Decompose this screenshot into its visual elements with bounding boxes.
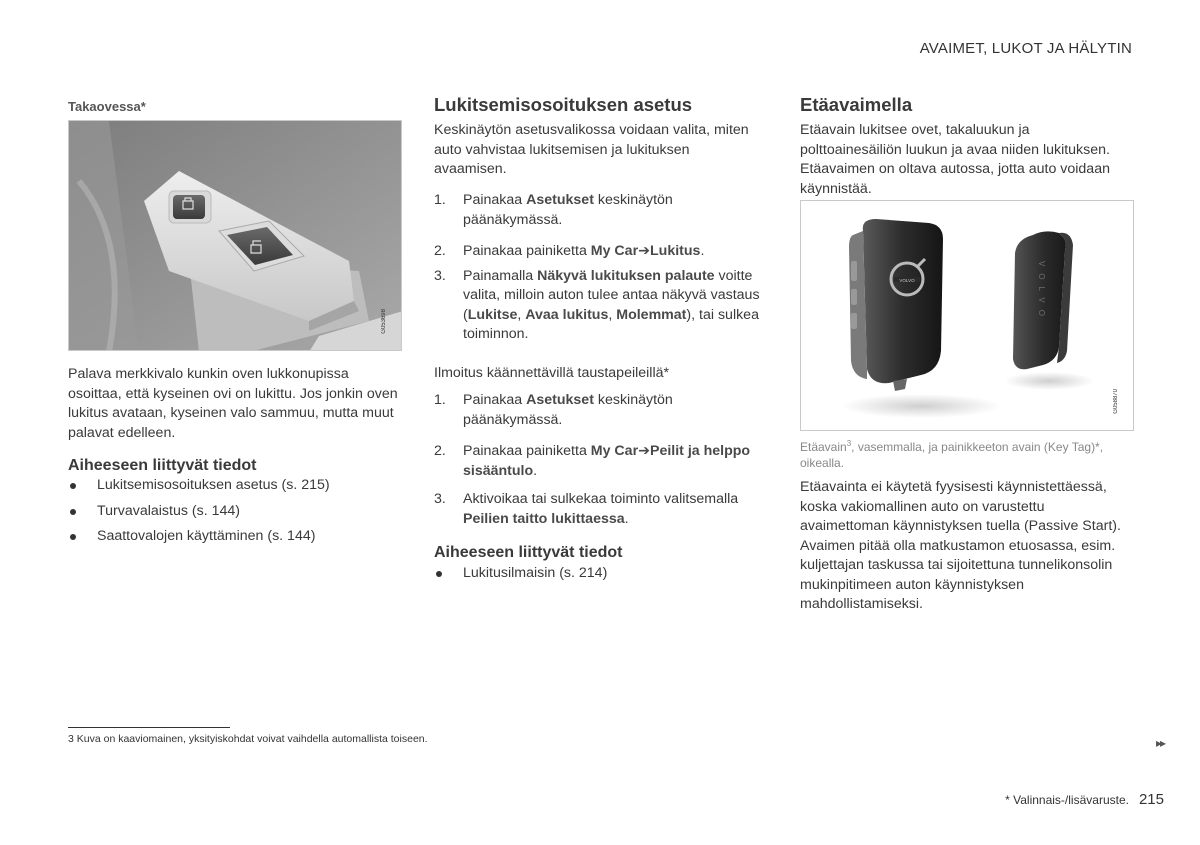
related-link[interactable]: Turvavalaistus (s. 144)	[68, 502, 402, 522]
caption-text: , vasemmalla, ja painikkeeton avain (Key Tag)*, oikealla.	[800, 440, 1104, 470]
step-text: ,	[608, 306, 617, 323]
menu-term: Lukitus	[649, 243, 701, 259]
step-text: .	[700, 243, 705, 259]
related-link[interactable]: Lukitusilmaisin (s. 214)	[434, 564, 764, 584]
arrow-icon: ➔	[638, 243, 650, 259]
step-text: Painakaa	[463, 192, 527, 208]
related-list	[68, 476, 402, 553]
step-number: 3.	[434, 267, 446, 284]
step-text: Painamalla	[463, 267, 538, 284]
option-term: Molemmat	[616, 306, 687, 323]
caption-text: Etäavain	[800, 440, 847, 454]
footnote-divider	[68, 727, 230, 728]
related-link[interactable]: Saattovalojen käyttäminen (s. 144)	[68, 527, 402, 547]
menu-term: Asetukset	[526, 392, 594, 408]
page-number: 215	[1138, 791, 1164, 808]
step-text: keskinäytön päänäkymässä.	[463, 392, 673, 428]
step-text: ,	[517, 306, 526, 323]
step-text: Painakaa painiketta	[463, 443, 591, 459]
door-lock-image	[68, 120, 402, 351]
passive-start-paragraph: Etäavainta ei käytetä fyysisesti käynnistettäessä, koska vakiomallinen auto on varustettu avaimettoman käynnistyksen tuella (Passive Start). Avaimen pitää olla matkustamon etuosassa, esim. kuljettajan taskussa tai sijoitettuna tunnelikonsolin mukinpitimeen auton käynnistyksen mahdollistamiseksi.	[800, 479, 1121, 612]
option-term: Lukitse	[467, 306, 518, 323]
step	[434, 391, 764, 430]
intro-paragraph: Keskinäytön asetusvalikossa voidaan valita, miten auto vahvistaa lukitsemisen ja lukituksen avaamisen.	[434, 122, 749, 177]
section-heading: Lukitsemisosoituksen asetus	[434, 94, 693, 115]
steps-list	[434, 191, 764, 345]
footnote-number: 3	[68, 733, 74, 745]
subheading-rear-door: Takaovessa*	[68, 99, 146, 114]
option-term: Avaa lukitus	[525, 306, 609, 323]
related-heading: Aiheeseen liittyvät tiedot	[68, 457, 257, 474]
step-text: Aktivoikaa tai sulkekaa toiminto valitsemalla	[463, 491, 739, 507]
step	[434, 242, 764, 262]
mirror-intro: Ilmoitus käännettävillä taustapeileillä*	[434, 365, 670, 381]
step-text: .	[624, 510, 629, 527]
page-footer	[1005, 791, 1164, 808]
step-text: ), tai sulkea toiminnon.	[463, 306, 759, 342]
optional-note: * Valinnais-/lisävaruste.	[1005, 793, 1129, 807]
menu-term: Asetukset	[526, 192, 594, 208]
step-text: .	[533, 462, 538, 479]
door-lock-illustration	[69, 121, 402, 351]
footnote	[68, 733, 428, 745]
mirror-steps-list	[434, 391, 764, 529]
step-number: 2.	[434, 243, 446, 259]
related-list	[434, 564, 764, 590]
step	[434, 442, 764, 481]
step-number: 1.	[434, 392, 446, 408]
step-number: 3.	[434, 491, 446, 507]
step-text: Painakaa	[463, 392, 527, 408]
remote-key-image	[800, 200, 1134, 431]
image-caption	[800, 436, 1134, 471]
section-title: AVAIMET, LUKOT JA HÄLYTIN	[919, 40, 1132, 57]
intro-paragraph: Etäavain lukitsee ovet, takaluukun ja polttoainesäiliön luukun ja avaa niiden lukituksen. Etäavaimen on oltava autossa, jotta auto voidaan käynnistää.	[800, 122, 1110, 197]
menu-term: Peilit ja helppo sisääntulo	[463, 443, 751, 479]
step-text: keskinäytön päänäkymässä.	[463, 192, 673, 228]
image-code: G053698	[381, 309, 387, 334]
footnote-text: Kuva on kaaviomainen, yksityiskohdat voivat vaihdella automallista toiseen.	[73, 733, 428, 745]
step-number: 2.	[434, 443, 446, 459]
step-text: voitte valita, milloin auton tulee antaa näkyvä vastaus (	[463, 267, 760, 323]
footnote-ref[interactable]: 3	[846, 439, 852, 448]
menu-term: My Car	[590, 443, 639, 459]
image-code: G058870	[1113, 389, 1119, 414]
menu-term: Peilien taitto lukittaessa	[463, 510, 625, 527]
menu-term: My Car	[590, 243, 639, 259]
tag-text: VOLVO	[1037, 261, 1046, 323]
key-illustration	[801, 201, 1134, 431]
section-heading: Etäavaimella	[800, 94, 913, 115]
indicator-paragraph: Palava merkkivalo kunkin oven lukkonupissa osoittaa, että kyseinen ovi on lukittu. Jos jonkin oven lukitus avataan, kyseinen valo sammuu, mutta muut palavat edelleen.	[68, 366, 398, 441]
step	[434, 490, 764, 529]
arrow-icon: ➔	[638, 443, 650, 459]
continue-arrows-icon: ▸▸	[1155, 736, 1164, 750]
step	[434, 191, 764, 230]
step	[434, 267, 764, 345]
step-number: 1.	[434, 192, 446, 208]
volvo-logo-text: VOLVO	[899, 278, 915, 283]
related-link[interactable]: Lukitsemisosoituksen asetus (s. 215)	[68, 476, 402, 496]
step-text: Painakaa painiketta	[463, 243, 591, 259]
related-heading: Aiheeseen liittyvät tiedot	[434, 544, 623, 561]
menu-term: Näkyvä lukituksen palaute	[537, 267, 715, 284]
